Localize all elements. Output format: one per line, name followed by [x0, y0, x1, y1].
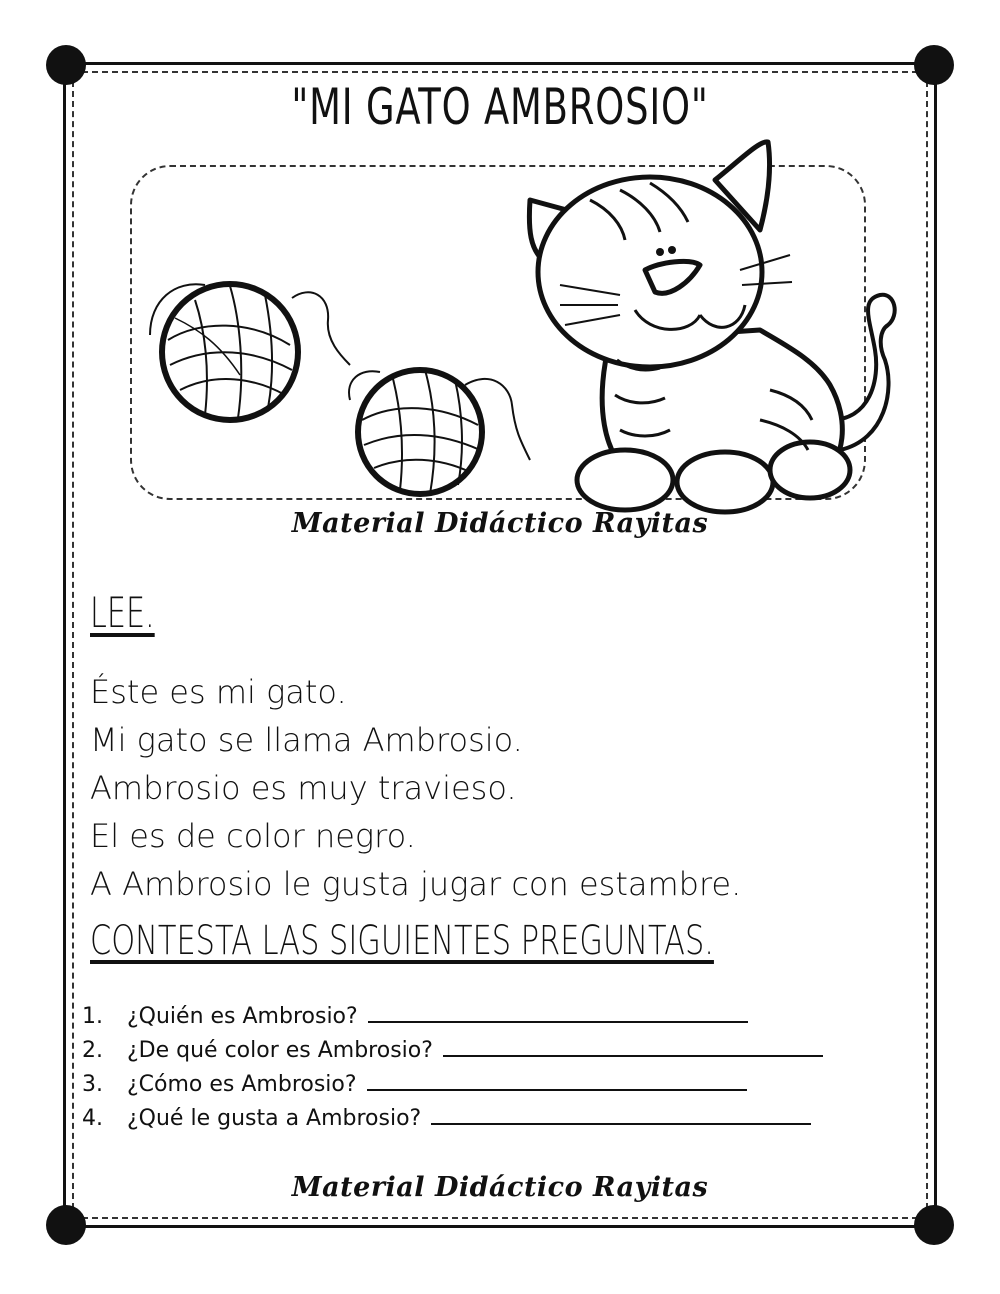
answer-line[interactable] — [368, 1003, 748, 1023]
reading-passage — [90, 668, 741, 908]
answer-line[interactable] — [431, 1105, 811, 1125]
questions-heading: CONTESTA LAS SIGUIENTES PREGUNTAS. — [90, 918, 714, 964]
question-number: 3. — [82, 1072, 103, 1097]
watermark: Material Didáctico Rayitas — [291, 508, 709, 539]
worksheet-title: "MI GATO AMBROSIO" — [291, 78, 709, 136]
question-number: 1. — [82, 1004, 103, 1029]
reading-line: Mi gato se llama Ambrosio. — [90, 721, 523, 759]
cat-icon — [529, 142, 894, 512]
question-number: 4. — [82, 1106, 103, 1131]
yarn-ball-icon — [349, 370, 530, 494]
reading-line: El es de color negro. — [90, 817, 416, 855]
reading-line: Ambrosio es muy travieso. — [90, 769, 517, 807]
question-item — [82, 1034, 823, 1068]
question-list — [82, 1000, 823, 1136]
question-number: 2. — [82, 1038, 103, 1063]
question-text: ¿De qué color es Ambrosio? — [127, 1038, 433, 1063]
question-text: ¿Cómo es Ambrosio? — [127, 1072, 357, 1097]
answer-line[interactable] — [443, 1037, 823, 1057]
yarn-ball-icon — [150, 284, 350, 420]
reading-heading: LEE. — [90, 588, 155, 637]
question-item — [82, 1102, 823, 1136]
question-item — [82, 1000, 823, 1034]
question-text: ¿Quién es Ambrosio? — [127, 1004, 358, 1029]
reading-line: A Ambrosio le gusta jugar con estambre. — [90, 865, 742, 903]
question-text: ¿Qué le gusta a Ambrosio? — [127, 1106, 422, 1131]
question-item — [82, 1068, 823, 1102]
watermark: Material Didáctico Rayitas — [291, 1172, 709, 1203]
reading-line: Éste es mi gato. — [90, 673, 347, 711]
answer-line[interactable] — [367, 1071, 747, 1091]
